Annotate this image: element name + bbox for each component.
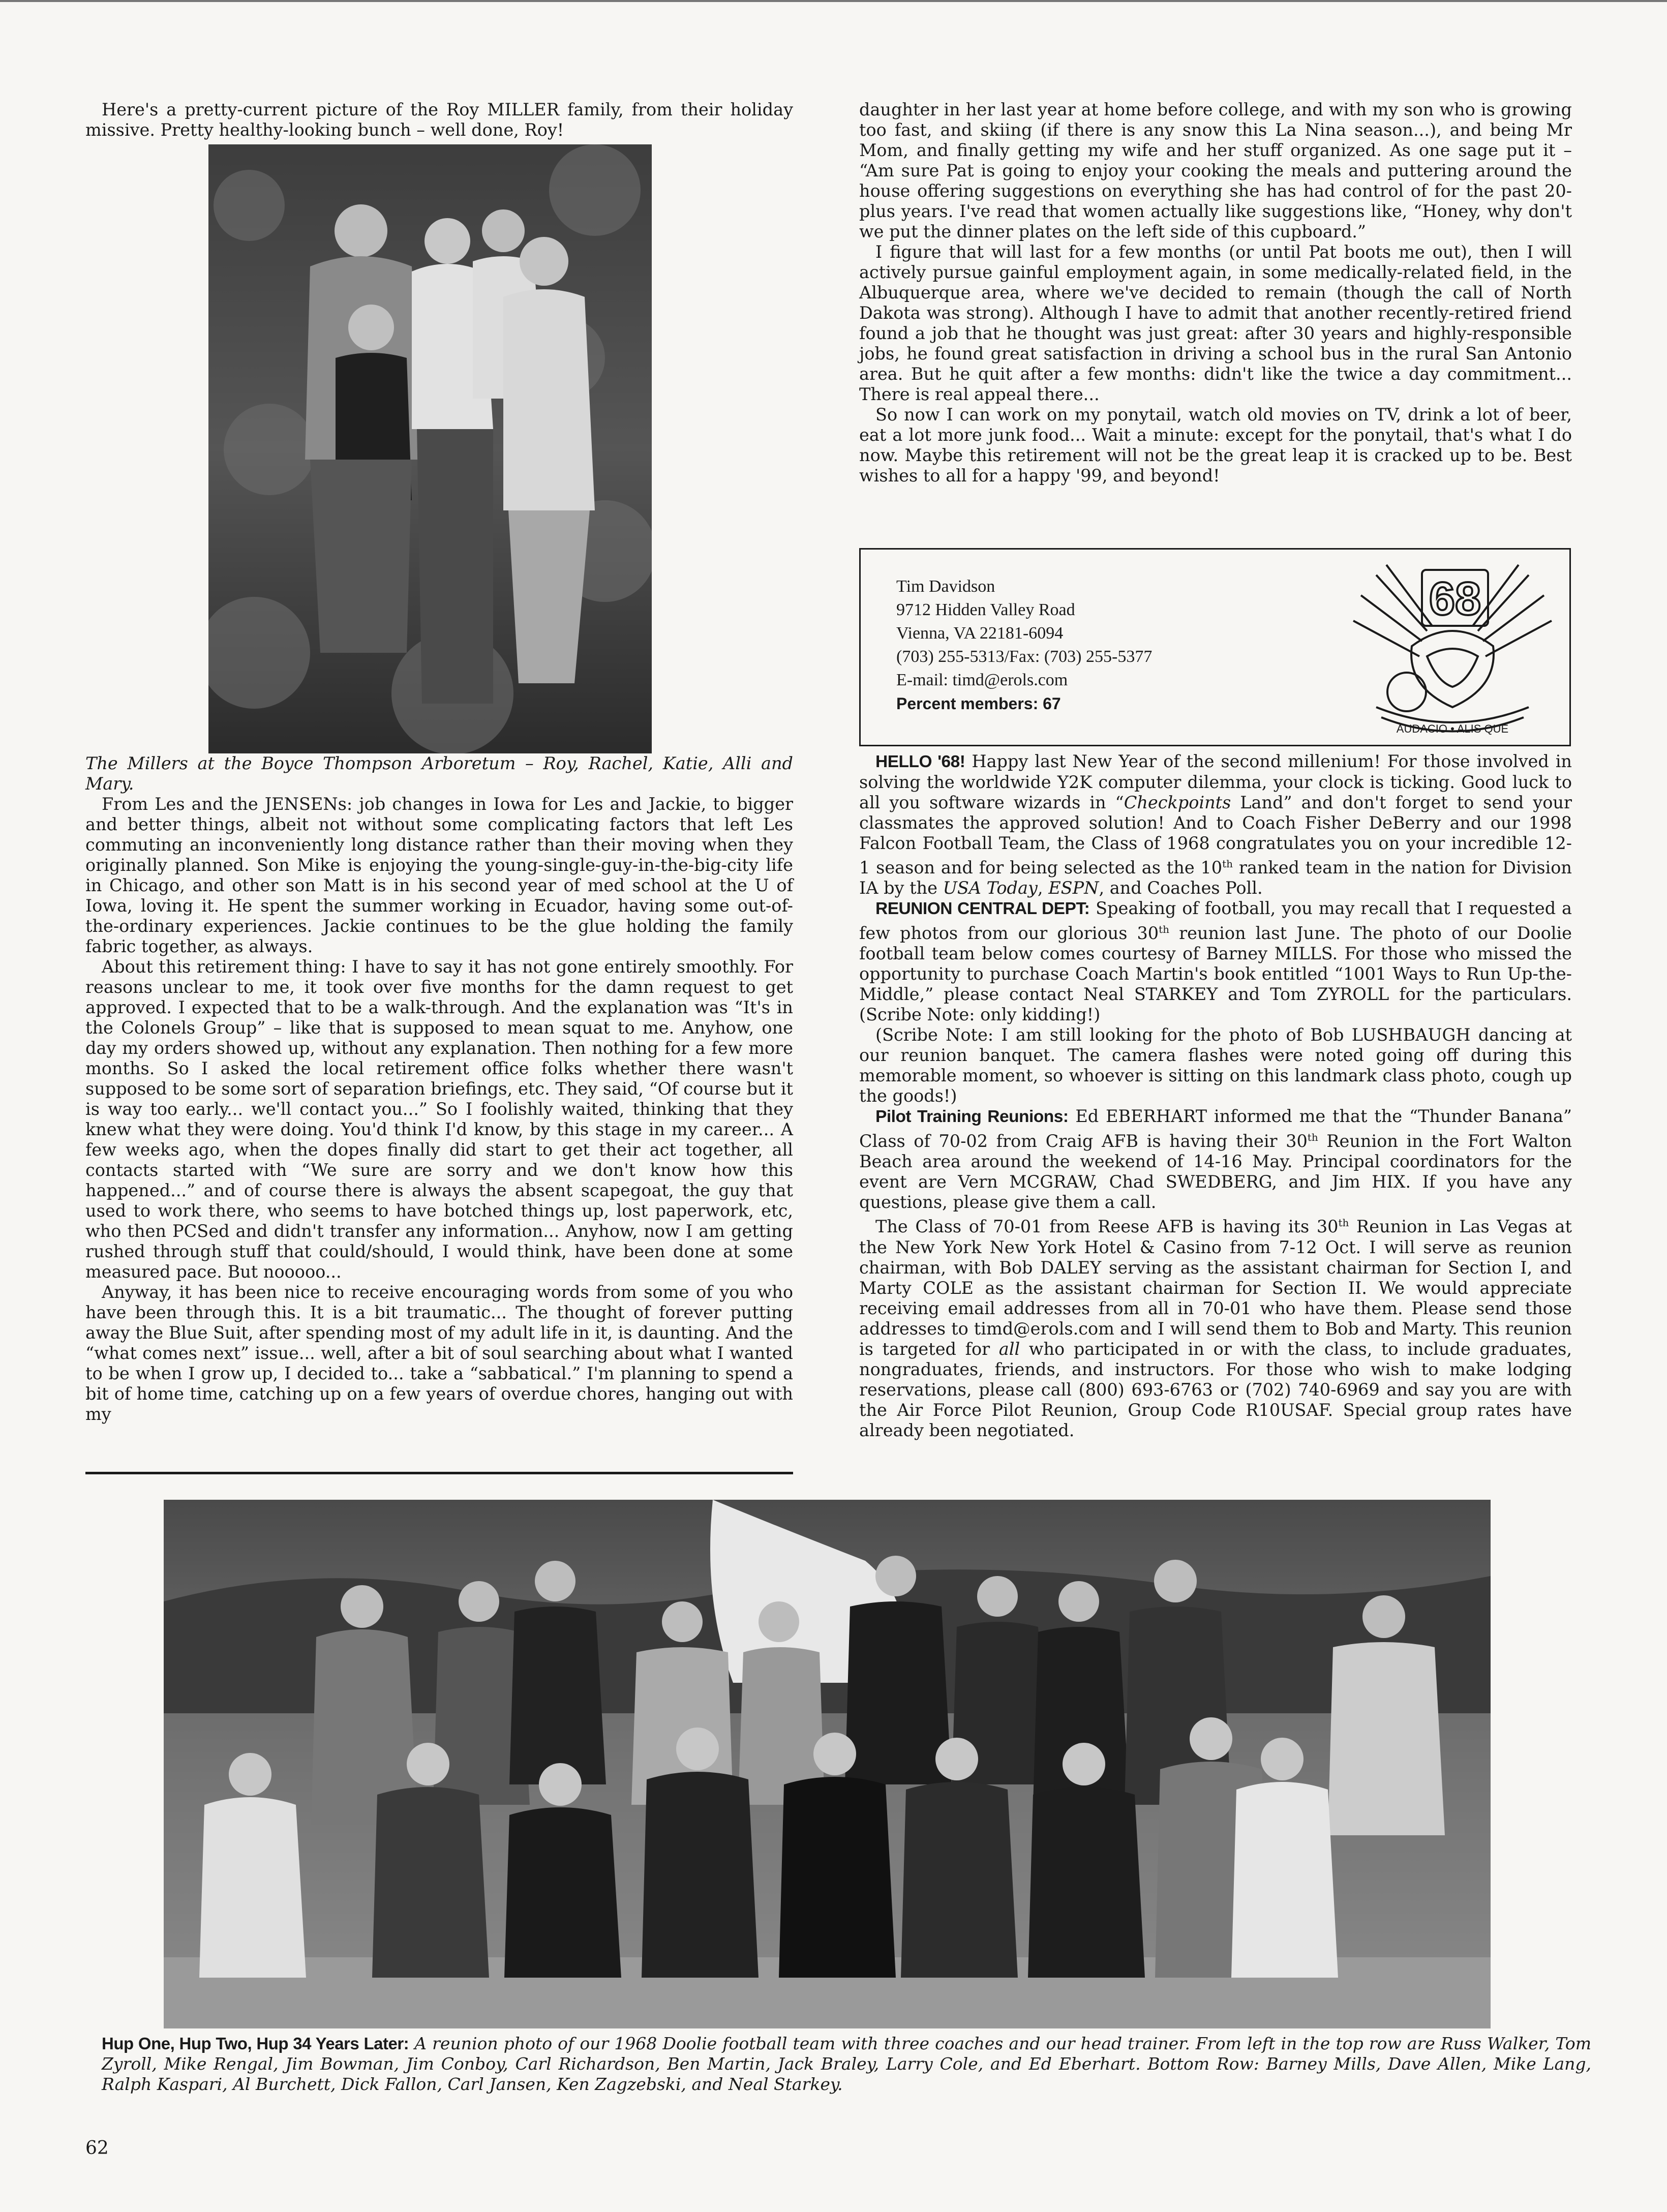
pilot-lead: Pilot Training Reunions:	[875, 1107, 1069, 1127]
miller-family-photo	[208, 144, 652, 753]
th-sup-3: th	[1307, 1131, 1318, 1144]
percent-members: Percent members: 67	[896, 694, 1061, 713]
pilot-text-b: Reunion in the Fort Walton Beach area around the weekend of 14-16 May. Principal coordinators for the event are Vern MCGRAW, Chad SWEDBERG, and Jim HIX. If you have any questions, please give them a call.	[859, 1131, 1572, 1213]
scribe-note-paragraph: (Scribe Note: I am still looking for the photo of Bob LUSHBAUGH dancing at our reunion banquet. The camera flashes were noted going off during this memorable moment, so whoever is sitting on this landmark class photo, cough up the goods!)	[859, 1025, 1572, 1106]
employment-paragraph: I figure that will last for a few months (or until Pat boots me out), then I will actively pursue gainful employment again, in some medically-related field, in the Albuquerque area, where we've decided to remain (though the call of North Dakota was strong). Although I have to admit that another recently-retired friend found a job that he thought was just great: after 30 years and highly-responsible jobs, he found great satisfaction in driving a school bus in the rural San Antonio area. But he quit after a few months: didn't like the twice a day commitment... There is real appeal there...	[859, 242, 1572, 404]
scribe-address-box	[859, 548, 1571, 746]
miller-intro: Here's a pretty-current picture of the Roy MILLER family, from their holiday missive. Pretty healthy-looking bunch – well done, Roy!	[85, 100, 793, 140]
daughter-paragraph: daughter in her last year at home before college, and with my son who is growing too fast, and skiing (if there is any snow this La Nina season...), and being Mr Mom, and finally getting my wife and her stuff organized. As one sage put it – “Am sure Pat is going to enjoy your cooking the meals and puttering around the house offering suggestions on everything she has had control of for the past 20-plus years. I've read that women actually like suggestions like, “Honey, why don't we put the dinner plates on the left side of this cupboard.”	[859, 100, 1572, 241]
reunion-caption-text: A reunion photo of our 1968 Doolie football team with three coaches and our head trainer. From left in the top row are Russ Walker, Tom Zyroll, Mike Rengal, Jim Bowman, Jim Conboy, Carl Richardson, Ben Martin, Jack Braley, Larry Cole, and Ed Eberhart. Bottom Row: Barney Mills, Dave Allen, Mike Lang, Ralph Kaspari, Al Burchett, Dick Fallon, Carl Jansen, Ken Zagzebski, and Neal Starkey.	[102, 2034, 1591, 2094]
retirement-paragraph: About this retirement thing: I have to say it has not gone entirely smoothly. For reasons unclear to me, it took over five months for the damn request to get approved. I expected that to be a walk-through. And the explanation was “It's in the Colonels Group” – like that is supposed to mean squat to me. Anyhow, one day my orders showed up, without any explanation. Then nothing for a few more months. So I asked the local retirement office folks whether there wasn't supposed to be some sort of separation briefings, etc. They said, “Of course but it is way too early... we'll contact you...” So I foolishly waited, thinking that they knew what they were doing. You'd think I'd know, by this stage in my career... A few weeks ago, when the dopes finally did start to get their act together, all contacts started with “We sure are sorry and we don't know how this happened...” and of course there is always the absent scapegoat, the guy that used to work there, who seems to have botched things up, lost paperwork, etc, who then PCSed and didn't transfer any information... Anyhow, now I am getting rushed through stuff that could/should, I would think, have been done at some measured pace. But nooooo...	[85, 957, 793, 1282]
hello-text-b: Land” and don't forget to send your classmates the approved solution! And to Coach Fisher DeBerry and our 1998 Falcon Football Team, the Class of 1968 congratulates you on your incredible 12-1 season and for being selected as the 10	[859, 793, 1572, 878]
reunion-paragraph	[859, 898, 1572, 1025]
class-news	[859, 751, 1572, 1441]
reunion-lead: REUNION CENTRAL DEPT:	[875, 899, 1090, 919]
class-crest-icon	[1346, 555, 1559, 743]
scribe-street: 9712 Hidden Valley Road	[896, 600, 1075, 619]
hello-text-c: ranked team in the nation for Division IA by the	[859, 858, 1572, 898]
th-sup-4: th	[1338, 1217, 1349, 1229]
reunion-team-photo-image	[164, 1500, 1491, 2028]
miller-photo-caption: The Millers at the Boyce Thompson Arboretum – Roy, Rachel, Katie, Alli and Mary.	[85, 753, 793, 794]
scribe-phone: (703) 255-5313/Fax: (703) 255-5377	[896, 647, 1153, 666]
scribe-address	[896, 575, 1152, 715]
pilot-text-a: Ed EBERHART informed me that the “Thunder Banana” Class of 70-02 from Craig AFB is having their 30	[859, 1106, 1572, 1152]
comma: ,	[1037, 878, 1049, 898]
crest-motto: AUDACIO • ALIS QUE	[1396, 722, 1509, 735]
reunion-text-b: reunion last June. The photo of our Doolie football team below comes courtesy of Barney MILLS. For those who missed the opportunity to purchase Coach Martin's book entitled “1001 Ways to Run Up-the-Middle,” please contact Neal STARKEY and Tom ZYROLL for the particulars. (Scribe Note: only kidding!)	[859, 923, 1572, 1025]
reunion-team-photo	[164, 1500, 1491, 2028]
reese-text-b: Reunion in Las Vegas at the New York New York Hotel & Casino from 7-12 Oct. I will serve as reunion chairman, with Bob DALEY serving as the assistant chairman for Section I, and Marty COLE as the assistant chairman for Section II. We would appreciate receiving email addresses from all in 70-01 who have them. Please send those addresses to timd@erols.com and I will send them to Bob and Marty. This reunion is targeted for	[859, 1217, 1572, 1359]
ponytail-paragraph: So now I can work on my ponytail, watch old movies on TV, drink a lot of beer, eat a lot more junk food... Wait a minute: except for the ponytail, that's what I do now. Maybe this retirement will not be the great leap it is cracked up to be. Best wishes to all for a happy '99, and beyond!	[859, 405, 1572, 486]
miller-family-photo-image	[208, 144, 652, 753]
hello-paragraph	[859, 751, 1572, 898]
page-number: 62	[85, 2138, 109, 2159]
page-top-edge	[0, 0, 1667, 2]
hello-text-a: Happy last New Year of the second millenium! For those involved in solving the worldwide Y2K computer dilemma, your clock is ticking. Good luck to all you software wizards in “	[859, 751, 1572, 812]
hello-text-d: , and Coaches Poll.	[1099, 878, 1263, 898]
left-bottom-rule	[85, 1472, 793, 1474]
reunion-text-a: Speaking of football, you may recall that I requested a few photos from our glorious 30	[859, 898, 1572, 944]
scribe-name: Tim Davidson	[896, 577, 995, 596]
anyway-paragraph: Anyway, it has been nice to receive encouraging words from some of you who have been through this. It is a bit traumatic... The thought of forever putting away the Blue Suit, after spending most of my adult life in it, is daunting. And the “what comes next” issue... well, after a bit of soul searching about what I wanted to be when I grow up, I decided to... take a “sabbatical.” I'm planning to spend a bit of home time, catching up on a few years of overdue chores, hanging out with my	[85, 1282, 793, 1424]
scribe-city: Vienna, VA 22181-6094	[896, 624, 1064, 643]
pilot-paragraph	[859, 1106, 1572, 1213]
usa-today: USA Today	[943, 878, 1038, 898]
hello-lead: HELLO '68!	[875, 752, 965, 771]
crest-number: 68	[1429, 573, 1481, 625]
th-sup-1: th	[1222, 858, 1233, 870]
reese-paragraph	[859, 1213, 1572, 1440]
reunion-photo-caption	[102, 2034, 1591, 2095]
reunion-caption-lead: Hup One, Hup Two, Hup 34 Years Later:	[102, 2034, 409, 2053]
jensen-paragraph: From Les and the JENSENs: job changes in Iowa for Les and Jackie, to bigger and better things, albeit not without some complicating factors that left Les commuting an inconveniently long distance rather than their moving when they originally planned. Son Mike is enjoying the young-single-guy-in-the-big-city life in Chicago, and other son Matt is in his second year of med school at the U of Iowa, loving it. He spent the summer working in Ecuador, having some out-of-the-ordinary experiences. Jackie continues to be the glue holding the family fabric together, as always.	[85, 794, 793, 956]
reese-text-c: who participated in or with the class, to include graduates, nongraduates, friends, and instructors. For those who wish to make lodging reservations, please call (800) 693-6763 or (702) 740-6969 and say you are with the Air Force Pilot Reunion, Group Code R10USAF. Special group rates have already been negotiated.	[859, 1339, 1572, 1440]
right-column	[859, 100, 1572, 486]
th-sup-2: th	[1159, 923, 1170, 936]
left-column	[85, 100, 793, 1425]
espn: ESPN	[1048, 878, 1099, 898]
checkpoints-title: Checkpoints	[1124, 793, 1231, 812]
reese-text-a: The Class of 70-01 from Reese AFB is having its 30	[875, 1217, 1339, 1237]
scribe-email: E-mail: timd@erols.com	[896, 671, 1068, 689]
all-italic: all	[998, 1339, 1020, 1359]
